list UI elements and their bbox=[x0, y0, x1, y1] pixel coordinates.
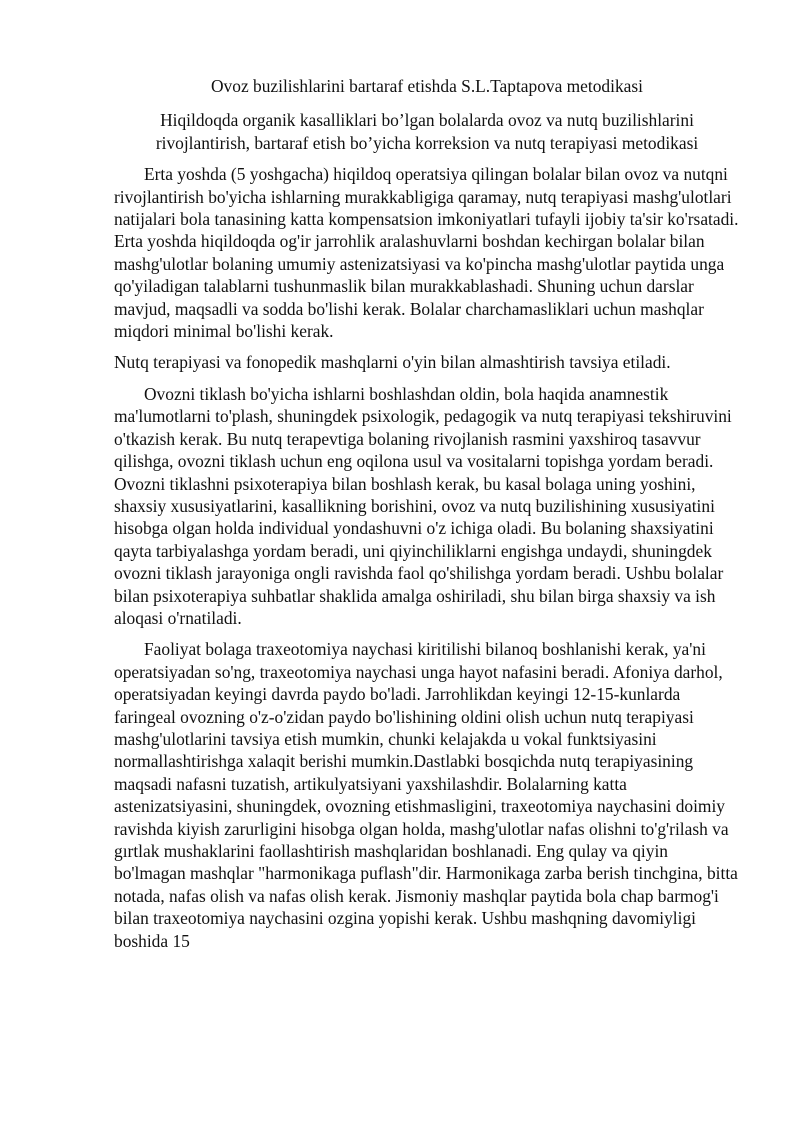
paragraph-4: Faoliyat bolaga traxeotomiya naychasi kiritilishi bilanoq boshlanishi kerak, ya'ni operatsiyadan so'ng, traxeotomiya naychasi unga hayot nafasini beradi. Afoniya darhol, operatsiyadan keyingi davrda paydo bo'ladi. Jarrohlikdan keyingi 12-15-kunlarda faringeal ovozning o'z-o'zidan paydo bo'lishining oldini olish uchun nutq terapiyasi mashg'ulotlarini tavsiya etish mumkin, chunki kelajakda u vokal funktsiyasini normallashtirishga xalaqit berishi mumkin.Dastlabki bosqichda nutq terapiyasining maqsadi nafasni tuzatish, artikulyatsiyani yaxshilashdir. Bolalarning katta astenizatsiyasini, shuningdek, ovozning etishmasligini, traxeotomiya naychasini doimiy ravishda kiyish zarurligini hisobga olgan holda, mashg'ulotlar nafas olishni to'g'rilash va gırtlak mushaklarini faollashtirish mashqlaridan boshlanadi. Eng qulay va qiyin bo'lmagan mashqlar "harmonikaga puflash"dir. Harmonikaga zarba berish tinchgina, bitta notada, nafas olish va nafas olish kerak. Jismoniy mashqlar paytida bola chap barmog'i bilan traxeotomiya naychasini ozgina yopishi kerak. Ushbu mashqning davomiyligi boshida 15 bbox=[114, 639, 738, 951]
paragraph-1: Erta yoshda (5 yoshgacha) hiqildoq operatsiya qilingan bolalar bilan ovoz va nutqni rivojlantirish bo'yicha ishlarning murakkabligiga qaramay, nutq terapiyasi mashg'ulotlari natijalari bola tanasining katta kompensatsion imkoniyatlari tufayli ijobiy ta'sir ko'rsatadi. Erta yoshda hiqildoqda og'ir jarrohlik aralashuvlarni boshdan kechirgan bolalar bilan mashg'ulotlar bolaning umumiy astenizatsiyasi va ko'pincha mashg'ulotlar paytida unga qo'yiladigan talablarni tushunmaslik bilan murakkablashadi. Shuning uchun darslar mavjud, maqsadli va sodda bo'lishi kerak. Bolalar charchamasliklari uchun mashqlar miqdori minimal bo'lishi kerak. bbox=[114, 164, 739, 342]
document-page bbox=[114, 75, 740, 961]
document-title: Ovoz buzilishlarini bartaraf etishda S.L.Taptapova metodikasi bbox=[211, 76, 643, 96]
document-subtitle: Hiqildoqda organik kasalliklari bo’lgan bolalarda ovoz va nutq buzilishlarini rivojlantirish, bartaraf etish bo’yicha korreksion va nutq terapiyasi metodikasi bbox=[155, 110, 699, 153]
paragraph-2: Nutq terapiyasi va fonopedik mashqlarni o'yin bilan almashtirish tavsiya etiladi. bbox=[114, 352, 671, 373]
paragraph-3: Ovozni tiklash bo'yicha ishlarni boshlashdan oldin, bola haqida anamnestik ma'lumotlarni to'plash, shuningdek psixologik, pedagogik va nutq terapiyasi tekshiruvini o'tkazish kerak. Bu nutq terapevtiga bolaning rivojlanish rasmini yaxshiroq tasavvur qilishga, ovozni tiklash uchun eng oqilona usul va vositalarni topishga yordam beradi. Ovozni tiklashni psixoterapiya bilan boshlash kerak, bu kasal bolaga uning yoshini, shaxsiy xususiyatlarini, kasallikning borishini, ovoz va nutq buzilishining xususiyatini hisobga olgan holda individual yondashuvni o'z ichiga oladi. Bu bolaning shaxsiyatini qayta tarbiyalashga yordam beradi, uni qiyinchiliklarni engishga undaydi, shuningdek ovozni tiklash jarayoniga ongli ravishda faol qo'shilishga yordam beradi. Ushbu bolalar bilan psixoterapiya suhbatlar shaklida amalga oshiriladi, shu bilan birga shaxsiy va ish aloqasi o'rnatiladi. bbox=[114, 383, 732, 628]
